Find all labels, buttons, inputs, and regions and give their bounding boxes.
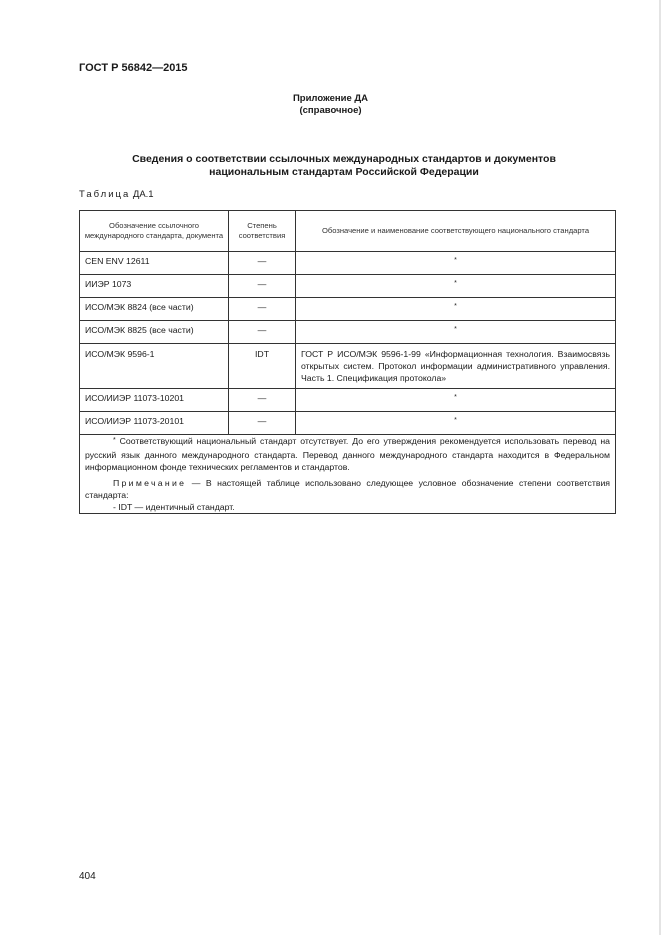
table-header-row: [80, 211, 616, 252]
cell-standard: ИСО/ИИЭР 11073-10201: [80, 389, 229, 412]
table-caption: [79, 189, 154, 200]
cell-degree: —: [229, 389, 296, 412]
correspondence-table: [79, 210, 616, 514]
cell-national: [296, 275, 616, 298]
header-international-standard: Обозначение ссылочного международного стандарта, документа: [80, 211, 229, 252]
appendix-subtitle: (справочное): [299, 105, 362, 116]
cell-degree: —: [229, 252, 296, 275]
table-row: [80, 412, 616, 435]
table-footnote-row: [80, 435, 616, 514]
cell-standard: ИИЭР 1073: [80, 275, 229, 298]
table-row: [80, 321, 616, 344]
cell-degree: —: [229, 275, 296, 298]
table-row: [80, 389, 616, 412]
table-row: [80, 298, 616, 321]
cell-degree: —: [229, 412, 296, 435]
table-row: [80, 275, 616, 298]
document-code: ГОСТ Р 56842—2015: [79, 62, 188, 74]
header-national-standard: Обозначение и наименование соответствующего национального стандарта: [296, 211, 616, 252]
cell-degree: —: [229, 321, 296, 344]
footnote-mark: *: [454, 257, 457, 264]
table-row: [80, 344, 616, 389]
cell-national: [296, 252, 616, 275]
cell-standard: ИСО/МЭК 8825 (все части): [80, 321, 229, 344]
footnote-mark: *: [454, 303, 457, 310]
cell-national: [296, 321, 616, 344]
cell-national: [296, 412, 616, 435]
note-text: — В настоящей таблице использовано следующее условное обозначение степени соответствия стандарта:: [85, 478, 610, 500]
cell-national: [296, 298, 616, 321]
footnote-mark: *: [113, 437, 116, 444]
footnote-mark: *: [454, 280, 457, 287]
cell-standard: ИСО/МЭК 9596-1: [80, 344, 229, 389]
page-number: 404: [79, 871, 96, 882]
footnote-mark: *: [454, 394, 457, 401]
cell-national: ГОСТ Р ИСО/МЭК 9596-1-99 «Информационная технология. Взаимосвязь открытых систем. Протокол информации административного управления. Часть 1. Спецификация протокола»: [296, 344, 616, 389]
section-title-line-2: национальным стандартам Российской Федерации: [209, 166, 479, 178]
cell-standard: ИСО/ИИЭР 11073-20101: [80, 412, 229, 435]
footnote-mark: *: [454, 326, 457, 333]
cell-degree: —: [229, 298, 296, 321]
section-title: [79, 153, 609, 179]
note-item: - IDT — идентичный стандарт.: [113, 502, 235, 512]
table-footnote: [80, 435, 616, 514]
footnote-text: Соответствующий национальный стандарт отсутствует. До его утверждения рекомендуется использовать перевод на русский язык данного международного стандарта. Перевод данного международного стандарта находится в Федеральном информационном фонде технических регламентов и стандартов.: [85, 436, 610, 472]
note-paragraph: [85, 477, 610, 501]
header-degree: Степень соответствия: [229, 211, 296, 252]
appendix-title: Приложение ДА: [292, 93, 369, 104]
note-label: Примечание: [113, 478, 187, 488]
cell-standard: ИСО/МЭК 8824 (все части): [80, 298, 229, 321]
cell-degree: IDT: [229, 344, 296, 389]
table-caption-label: Таблица: [79, 189, 131, 200]
footnote-paragraph: [85, 435, 610, 473]
section-title-line-1: Сведения о соответствии ссылочных международных стандартов и документов: [132, 153, 556, 165]
appendix-heading: [0, 93, 661, 117]
cell-standard: CEN ENV 12611: [80, 252, 229, 275]
table-row: [80, 252, 616, 275]
footnote-mark: *: [454, 417, 457, 424]
cell-national: [296, 389, 616, 412]
table-caption-id: ДА.1: [132, 189, 154, 200]
